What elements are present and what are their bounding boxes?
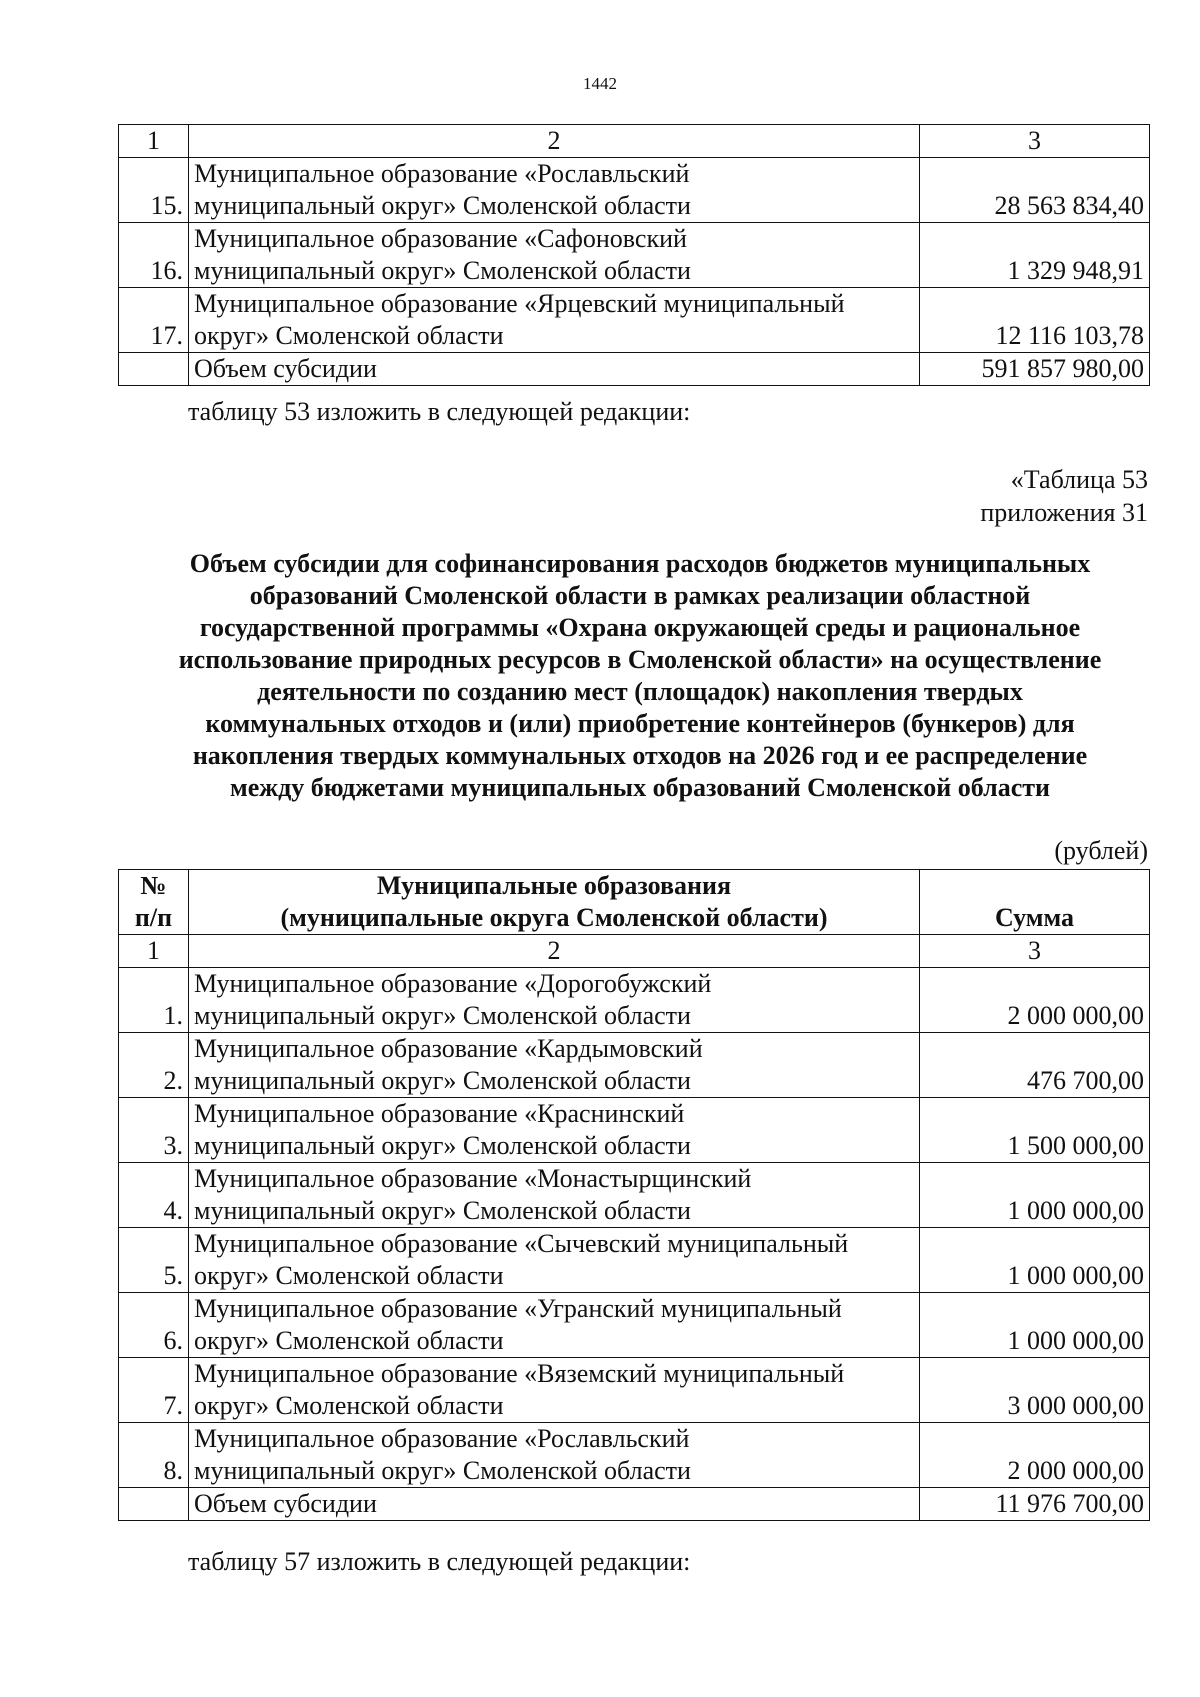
header-sum: Сумма [920, 870, 1150, 935]
amount: 1 000 000,00 [920, 1228, 1150, 1293]
amount: 2 000 000,00 [920, 968, 1150, 1033]
amount: 476 700,00 [920, 1033, 1150, 1098]
column-index: 1 [119, 935, 189, 968]
amount: 28 563 834,40 [920, 158, 1150, 223]
column-index: 3 [920, 935, 1150, 968]
title-line: использование природных ресурсов в Смоленской области» на осуществление [178, 645, 1102, 674]
title-line: деятельности по созданию мест (площадок) накопления твердых [257, 677, 1023, 706]
title-line: накопления твердых коммунальных отходов на 2026 год и ее распределение [192, 741, 1088, 770]
row-number: 15. [119, 158, 189, 223]
row-number: 5. [119, 1228, 189, 1293]
table-row [119, 1423, 1150, 1488]
row-number: 16. [119, 223, 189, 288]
column-index: 2 [189, 125, 920, 158]
amount: 2 000 000,00 [920, 1423, 1150, 1488]
title-line: коммунальных отходов и (или) приобретение контейнеров (бункеров) для [205, 709, 1075, 738]
table-row [119, 1293, 1150, 1358]
instruction-text: таблицу 57 изложить в следующей редакции: [188, 1547, 691, 1576]
amount: 1 000 000,00 [920, 1293, 1150, 1358]
row-number: 7. [119, 1358, 189, 1423]
municipality-name: Муниципальное образование «Сафоновский муниципальный округ» Смоленской области [189, 223, 920, 288]
municipality-name: Муниципальное образование «Ярцевский муниципальный округ» Смоленской области [189, 288, 920, 353]
total-label: Объем субсидии [189, 1488, 920, 1521]
title-line: государственной программы «Охрана окружающей среды и рациональное [199, 613, 1081, 642]
table-row [119, 288, 1150, 353]
municipality-name: Муниципальное образование «Угранский муниципальный округ» Смоленской области [189, 1293, 920, 1358]
column-index-row [119, 125, 1150, 158]
amount: 1 500 000,00 [920, 1098, 1150, 1163]
municipality-name: Муниципальное образование «Вяземский муниципальный округ» Смоленской области [189, 1358, 920, 1423]
instruction-text: таблицу 53 изложить в следующей редакции: [188, 397, 691, 426]
units-label: (рублей) [1054, 836, 1148, 865]
continuation-table [118, 124, 1150, 386]
column-index: 1 [119, 125, 189, 158]
total-amount: 591 857 980,00 [920, 353, 1150, 386]
table-row [119, 223, 1150, 288]
row-number: 1. [119, 968, 189, 1033]
total-row [119, 353, 1150, 386]
total-label: Объем субсидии [189, 353, 920, 386]
title-line: образований Смоленской области в рамках реализации областной [249, 581, 1031, 610]
amount: 1 000 000,00 [920, 1163, 1150, 1228]
row-number: 17. [119, 288, 189, 353]
table-row [119, 968, 1150, 1033]
municipality-name: Муниципальное образование «Краснинский муниципальный округ» Смоленской области [189, 1098, 920, 1163]
caption-line: приложения 31 [980, 498, 1148, 527]
empty-cell [119, 353, 189, 386]
title-line: между бюджетами муниципальных образований Смоленской области [230, 773, 1050, 802]
column-index: 2 [189, 935, 920, 968]
empty-cell [119, 1488, 189, 1521]
table-row [119, 1098, 1150, 1163]
column-index: 3 [920, 125, 1150, 158]
row-number: 8. [119, 1423, 189, 1488]
table-row [119, 1033, 1150, 1098]
amount: 1 329 948,91 [920, 223, 1150, 288]
subsidy-table [118, 869, 1150, 1521]
row-number: 2. [119, 1033, 189, 1098]
municipality-name: Муниципальное образование «Сычевский муниципальный округ» Смоленской области [189, 1228, 920, 1293]
total-amount: 11 976 700,00 [920, 1488, 1150, 1521]
header-row [119, 870, 1150, 935]
total-row [119, 1488, 1150, 1521]
table-row [119, 1163, 1150, 1228]
table-row [119, 1228, 1150, 1293]
column-index-row [119, 935, 1150, 968]
municipality-name: Муниципальное образование «Рославльский муниципальный округ» Смоленской области [189, 1423, 920, 1488]
table-caption [980, 463, 1148, 529]
header-number: № п/п [119, 870, 189, 935]
municipality-name: Муниципальное образование «Монастырщинский муниципальный округ» Смоленской области [189, 1163, 920, 1228]
row-number: 6. [119, 1293, 189, 1358]
table-row [119, 1358, 1150, 1423]
table-row [119, 158, 1150, 223]
municipality-name: Муниципальное образование «Кардымовский муниципальный округ» Смоленской области [189, 1033, 920, 1098]
row-number: 3. [119, 1098, 189, 1163]
page-number: 1442 [583, 74, 617, 93]
header-municipality: Муниципальные образования (муниципальные округа Смоленской области) [189, 870, 920, 935]
table-title [110, 548, 1170, 804]
amount: 12 116 103,78 [920, 288, 1150, 353]
row-number: 4. [119, 1163, 189, 1228]
municipality-name: Муниципальное образование «Дорогобужский муниципальный округ» Смоленской области [189, 968, 920, 1033]
caption-line: «Таблица 53 [1010, 465, 1148, 494]
title-line: Объем субсидии для софинансирования расходов бюджетов муниципальных [189, 549, 1091, 578]
amount: 3 000 000,00 [920, 1358, 1150, 1423]
municipality-name: Муниципальное образование «Рославльский муниципальный округ» Смоленской области [189, 158, 920, 223]
